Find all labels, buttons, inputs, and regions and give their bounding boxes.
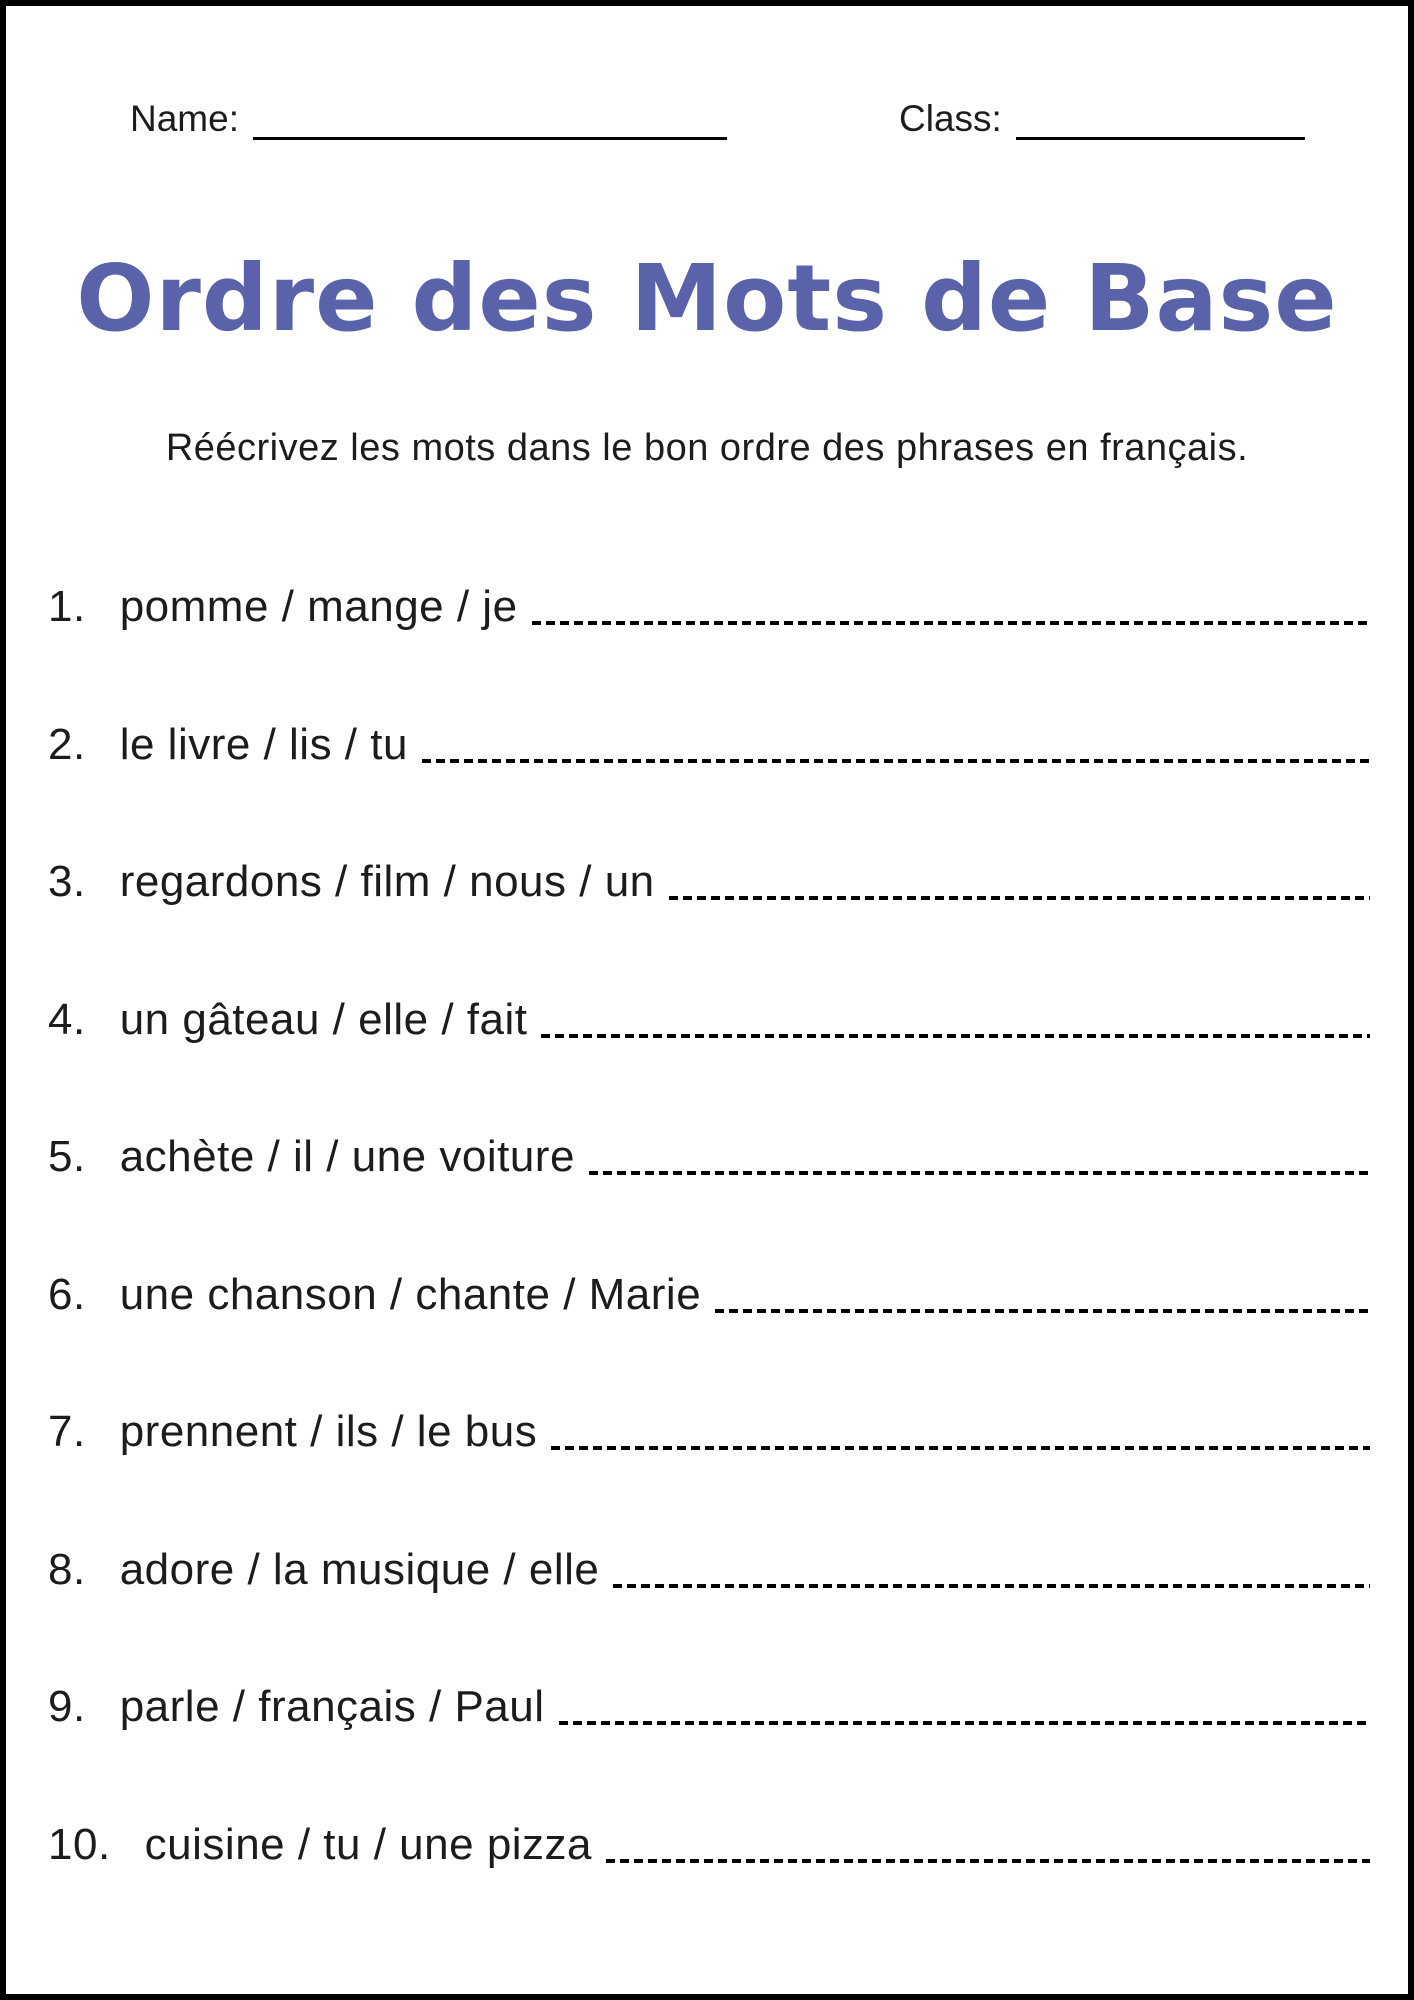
exercise-item xyxy=(48,1682,1370,1820)
item-words: un gâteau / elle / fait xyxy=(119,994,528,1044)
item-number: 7. xyxy=(48,1407,86,1457)
item-number: 1. xyxy=(48,582,86,632)
name-blank-line[interactable] xyxy=(253,95,727,140)
worksheet-title: Ordre des Mots de Base xyxy=(76,245,1338,352)
class-field-label: Class: xyxy=(899,98,1002,139)
exercise-item xyxy=(48,1270,1370,1408)
item-number: 2. xyxy=(48,719,86,769)
item-number: 4. xyxy=(48,994,86,1044)
answer-blank-line[interactable] xyxy=(541,1034,1370,1038)
item-words: pomme / mange / je xyxy=(119,582,518,632)
answer-blank-line[interactable] xyxy=(606,1859,1370,1863)
item-number: 10. xyxy=(48,1819,111,1869)
answer-blank-line[interactable] xyxy=(422,759,1370,763)
class-blank-line[interactable] xyxy=(1016,95,1305,140)
exercise-item xyxy=(48,1820,1370,1958)
item-number: 3. xyxy=(48,857,86,907)
name-field xyxy=(130,98,727,140)
item-words: une chanson / chante / Marie xyxy=(119,1269,702,1319)
exercise-list xyxy=(6,582,1408,1957)
answer-blank-line[interactable] xyxy=(559,1721,1370,1725)
answer-blank-line[interactable] xyxy=(613,1584,1370,1588)
answer-blank-line[interactable] xyxy=(715,1309,1370,1313)
item-number: 8. xyxy=(48,1544,86,1594)
item-words: parle / français / Paul xyxy=(119,1682,545,1732)
answer-blank-line[interactable] xyxy=(589,1171,1370,1175)
exercise-item xyxy=(48,1545,1370,1683)
exercise-item xyxy=(48,582,1370,720)
class-field xyxy=(899,98,1305,140)
item-number: 5. xyxy=(48,1132,86,1182)
item-number: 9. xyxy=(48,1682,86,1732)
header-row xyxy=(130,98,1305,140)
name-field-label: Name: xyxy=(130,98,239,139)
item-number: 6. xyxy=(48,1269,86,1319)
answer-blank-line[interactable] xyxy=(669,896,1370,900)
item-words: prennent / ils / le bus xyxy=(119,1407,538,1457)
answer-blank-line[interactable] xyxy=(551,1446,1370,1450)
exercise-item xyxy=(48,857,1370,995)
item-words: adore / la musique / elle xyxy=(119,1544,600,1594)
exercise-item xyxy=(48,720,1370,858)
instruction-text: Réécrivez les mots dans le bon ordre des phrases en français. xyxy=(165,426,1249,469)
exercise-item xyxy=(48,1132,1370,1270)
item-words: regardons / film / nous / un xyxy=(119,857,655,907)
exercise-item xyxy=(48,1407,1370,1545)
answer-blank-line[interactable] xyxy=(532,621,1370,625)
item-words: cuisine / tu / une pizza xyxy=(144,1819,593,1869)
item-words: achète / il / une voiture xyxy=(119,1132,575,1182)
item-words: le livre / lis / tu xyxy=(119,719,408,769)
exercise-item xyxy=(48,995,1370,1133)
